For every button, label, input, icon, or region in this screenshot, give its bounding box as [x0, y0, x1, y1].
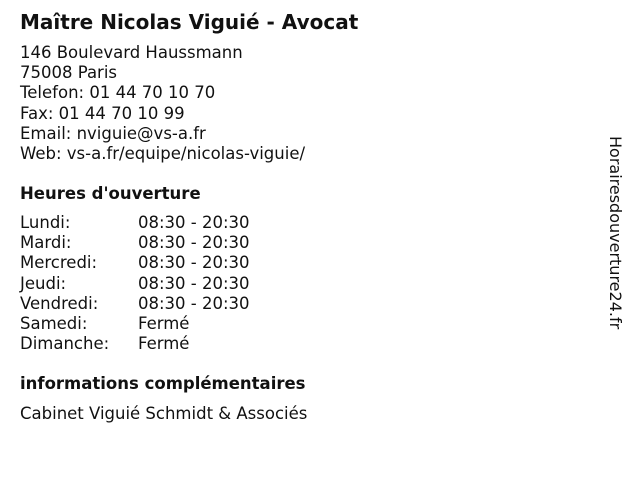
- email-address: Email: nviguie@vs-a.fr: [20, 123, 206, 143]
- hours-row-wednesday: [20, 253, 320, 273]
- day-label: Mercredi:: [20, 253, 98, 273]
- website-address: Web: vs-a.fr/equipe/nicolas-viguie/: [20, 143, 306, 163]
- opening-hours-heading: Heures d'ouverture: [20, 184, 201, 203]
- time-value: 08:30 - 20:30: [138, 233, 250, 253]
- time-value: 08:30 - 20:30: [138, 253, 250, 273]
- site-watermark: Horairesdouverture24.fr: [606, 136, 625, 330]
- additional-info-heading: informations complémentaires: [20, 374, 306, 393]
- time-value: 08:30 - 20:30: [138, 273, 250, 293]
- page-title: Maître Nicolas Viguié - Avocat: [20, 10, 359, 34]
- day-label: Jeudi:: [20, 273, 67, 293]
- street-address: 146 Boulevard Haussmann: [20, 43, 243, 62]
- day-label: Vendredi:: [20, 293, 99, 313]
- day-label: Samedi:: [20, 313, 88, 333]
- hours-row-tuesday: [20, 233, 320, 253]
- hours-row-friday: [20, 294, 320, 314]
- day-label: Lundi:: [20, 213, 71, 232]
- time-value: 08:30 - 20:30: [138, 293, 250, 313]
- opening-hours-list: [20, 213, 320, 354]
- phone-number: Telefon: 01 44 70 10 70: [20, 83, 216, 103]
- city-address: 75008 Paris: [20, 63, 118, 83]
- hours-row-thursday: [20, 274, 320, 294]
- time-value: Fermé: [138, 313, 190, 333]
- time-value: Fermé: [138, 334, 190, 354]
- day-label: Mardi:: [20, 233, 72, 253]
- fax-number: Fax: 01 44 70 10 99: [20, 103, 185, 123]
- day-label: Dimanche:: [20, 334, 110, 354]
- hours-row-monday: [20, 213, 320, 233]
- hours-row-sunday: [20, 334, 320, 354]
- address-block: [20, 43, 305, 164]
- time-value: 08:30 - 20:30: [138, 213, 250, 232]
- hours-row-saturday: [20, 314, 320, 334]
- company-name: Cabinet Viguié Schmidt & Associés: [20, 404, 308, 423]
